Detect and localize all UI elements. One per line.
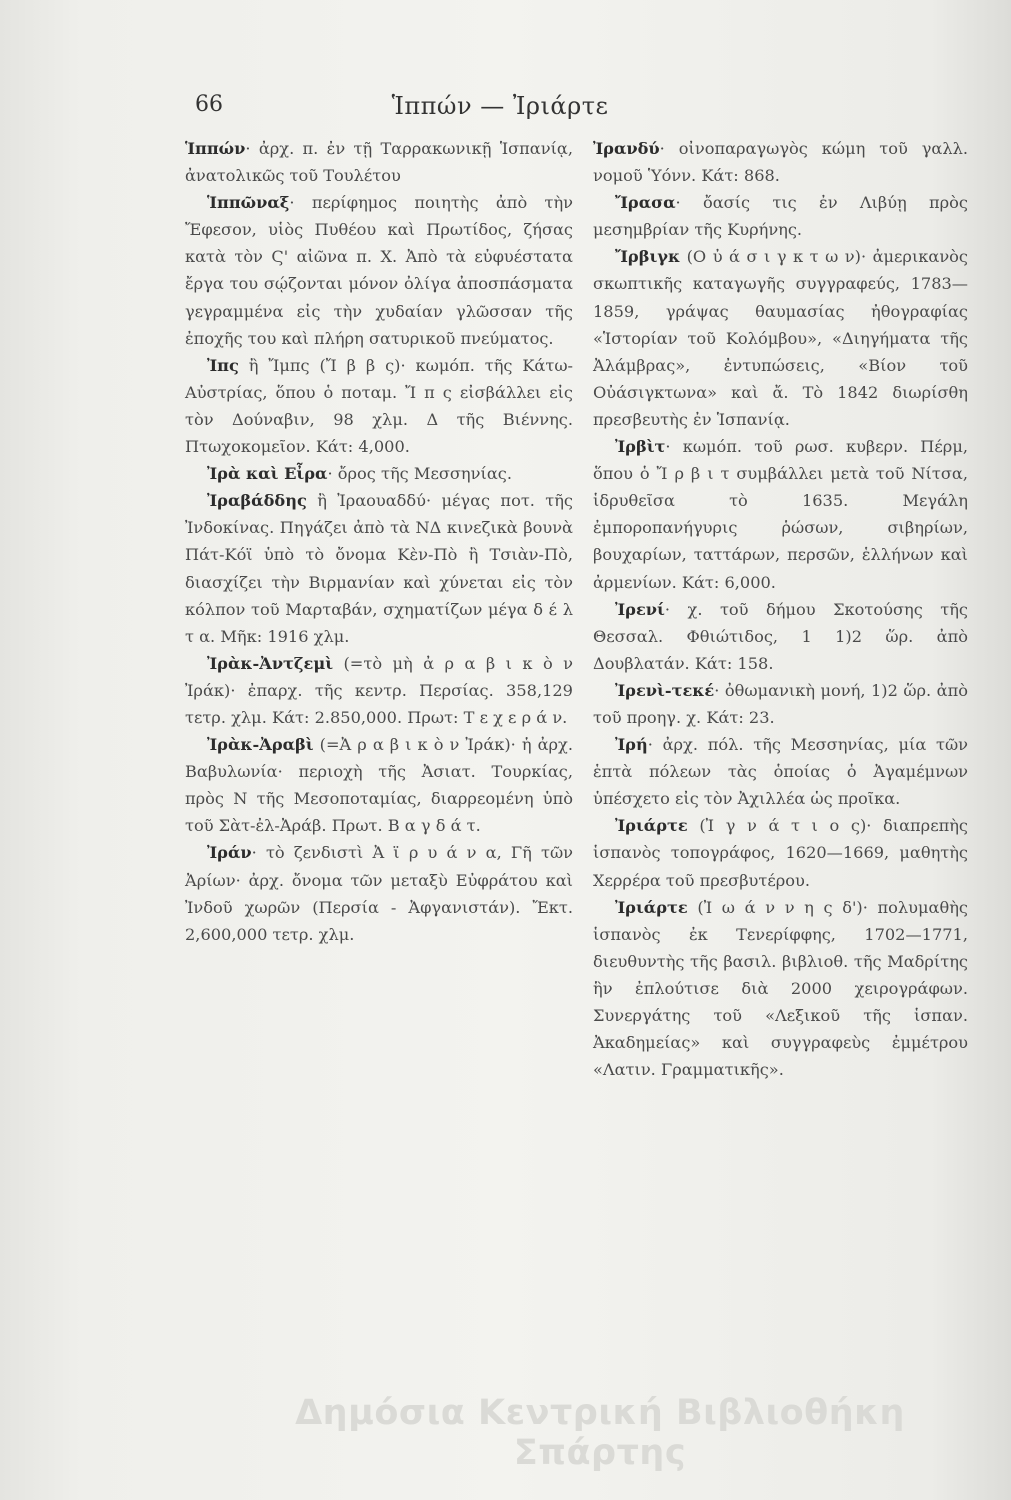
entry-headword: Ἰρβὶτ <box>615 437 666 457</box>
dictionary-entry <box>593 894 968 1084</box>
right-column <box>593 135 968 1083</box>
library-watermark: Δημόσια Κεντρική Βιβλιοθήκη Σπάρτης <box>295 1393 905 1473</box>
page-number: 66 <box>195 92 223 117</box>
dictionary-entry <box>185 839 573 947</box>
entry-text: · ἀρχ. π. ἐν τῇ Ταρρακωνικῇ Ἱσπανίᾳ, ἀνατολικῶς τοῦ Τουλέτου <box>185 139 573 186</box>
dictionary-entry <box>185 731 573 839</box>
dictionary-entry <box>185 487 573 650</box>
entry-headword: Ἱππών <box>185 139 246 158</box>
entry-headword: Ἰριάρτε <box>615 897 688 917</box>
running-head <box>195 92 805 122</box>
dictionary-entry <box>593 731 968 812</box>
dictionary-entry <box>185 352 573 460</box>
entry-text: · οἰνοπαραγωγὸς κώμη τοῦ γαλλ. νομοῦ Ὑόνν. Κάτ: 868. <box>593 139 968 186</box>
entry-text: · τὸ ζενδιστὶ Ἀ ϊ ρ υ ά ν α, Γῆ τῶν Ἀρίων· ἀρχ. ὄνομα τῶν μεταξὺ Εὐφράτου καὶ Ἰνδοῦ χωρῶν (Περσία - Ἀφγανιστάν). Ἔκτ. 2,600,000 τετρ. χλμ. <box>185 843 573 944</box>
entry-headword: Ἴρβιγκ <box>615 247 681 267</box>
entry-headword: Ἰράν <box>207 843 252 863</box>
entry-text: · κωμόπ. τοῦ ρωσ. κυβερν. Πέρμ, ὅπου ὁ Ἴ ρ β ι τ συμβάλλει μετὰ τοῦ Νίτσα, ἱδρυθεῖσα τὸ 1635. Μεγάλη ἐμποροπανήγυρις ῥώσων, σιβηρίων, βουχαρίων, ταττάρων, περσῶν, ἑλλήνων καὶ ἀρμενίων. Κάτ: 6,000. <box>593 437 968 592</box>
entry-headword: Ἰρενί <box>615 599 665 619</box>
entry-text: · περίφημος ποιητὴς ἀπὸ τὴν Ἔφεσον, υἱὸς Πυθέου καὶ Πρωτίδος, ζήσας κατὰ τὸν Ϛ' αἰῶνα π. Χ. Ἀπὸ τὰ εὐφυέστατα ἔργα του σῴζονται μόνον ὀλίγα ἀποσπάσματα γεγραμμένα εἰς τὴν χυδαίαν γλῶσσαν τῆς ἐποχῆς του καὶ πλήρη σατυρικοῦ πνεύματος. <box>185 193 573 348</box>
dictionary-entry <box>593 243 968 433</box>
dictionary-entry <box>593 677 968 731</box>
entry-text: · ἀρχ. πόλ. τῆς Μεσσηνίας, μία τῶν ἑπτὰ πόλεων τὰς ὁποίας ὁ Ἀγαμέμνων ὑπέσχετο εἰς τὸν Ἀχιλλέα ὡς προῖκα. <box>593 735 968 809</box>
entry-headword: Ἱππῶναξ <box>207 193 290 213</box>
entry-text: ἢ Ἰραουαδδύ· μέγας ποτ. τῆς Ἰνδοκίνας. Πηγάζει ἀπὸ τὰ ΝΔ κινεζικὰ βουνὰ Πάτ-Κόϊ ὑπὸ τὸ ὄνομα Κὲν-Πὸ ἢ Τσιὰν-Πὸ, διασχίζει τὴν Βιρμανίαν καὶ χύνεται εἰς τὸν κόλπον τοῦ Μαρταβάν, σχηματίζων μέγα δ έ λ τ α. Μῆκ: 1916 χλμ. <box>185 491 573 646</box>
dictionary-entry <box>185 189 573 352</box>
entry-headword: Ἰρὰκ-Ἀραβὶ <box>207 735 314 755</box>
entry-text: · ὄρος τῆς Μεσσηνίας. <box>327 464 512 484</box>
dictionary-entry <box>593 812 968 893</box>
dictionary-entry <box>185 650 573 731</box>
entry-text: (=Ἀ ρ α β ι κ ὸ ν Ἰράκ)· ἡ ἀρχ. Βαβυλωνία· περιοχὴ τῆς Ἀσιατ. Τουρκίας, πρὸς Ν τῆς Μεσοποταμίας, διαρρεομένη ὑπὸ τοῦ Σὰτ-ἐλ-Ἀράβ. Πρωτ. Β α γ δ ά τ. <box>185 735 573 836</box>
entry-headword: Ἰρὰ καὶ Εἶρα <box>207 464 328 484</box>
entry-text: (Ο ὐ ά σ ι γ κ τ ω ν)· ἀμερικανὸς σκωπτικῆς καταγωγῆς συγγραφεύς, 1783—1859, γράψας θαυμασίας ἠθογραφίας «Ἱστορίαν τοῦ Κολόμβου», «Διηγήματα τῆς Ἀλάμβρας», ἐντυπώσεις, «Βίον τοῦ Οὐάσιγκτωνα» καὶ ἄ. Τὸ 1842 διωρίσθη πρεσβευτὴς ἐν Ἱσπανίᾳ. <box>593 247 968 429</box>
entry-headword: Ἰριάρτε <box>615 816 688 836</box>
entry-headword: Ἰρὰκ-Ἀντζεμὶ <box>207 653 334 673</box>
entry-headword: Ἴρασα <box>615 193 676 213</box>
dictionary-entry <box>593 189 968 243</box>
running-title: Ἱππών — Ἰριάρτε <box>391 92 609 120</box>
dictionary-entry <box>185 460 573 487</box>
entry-headword: Ἰρενὶ-τεκέ <box>615 680 715 700</box>
dictionary-entry <box>593 596 968 677</box>
entry-headword: Ἰρή <box>615 735 648 755</box>
entry-headword: Ἰραβάδδης <box>207 491 307 511</box>
dictionary-entry <box>593 135 968 189</box>
entry-text: ἢ Ἴμπς (Ἴ β β ς)· κωμόπ. τῆς Κάτω-Αὐστρίας, ὅπου ὁ ποταμ. Ἴ π ς εἰσβάλλει εἰς τὸν Δούναβιν, 98 χλμ. Δ τῆς Βιέννης. Πτωχοκομεῖον. Κάτ: 4,000. <box>185 355 573 457</box>
entry-text: · ὄασίς τις ἐν Λιβύῃ πρὸς μεσημβρίαν τῆς Κυρήνης. <box>593 193 968 240</box>
left-column <box>185 135 573 948</box>
entry-text: (Ἰ ω ά ν ν η ς δ')· πολυμαθὴς ἱσπανὸς ἐκ Τενερίφφης, 1702—1771, διευθυντὴς τῆς βασιλ. βιβλιοθ. τῆς Μαδρίτης ἣν ἐπλούτισε διὰ 2000 χειρογράφων. Συνεργάτης τοῦ «Λεξικοῦ τῆς ἱσπαν. Ἀκαδημείας» καὶ συγγραφεὺς ἐμμέτρου «Λατιν. Γραμματικῆς». <box>593 897 968 1080</box>
entry-text: (Ἰ γ ν ά τ ι ο ς)· διαπρεπὴς ἱσπανὸς τοπογράφος, 1620—1669, μαθητὴς Χερρέρα τοῦ πρεσβυτέρου. <box>593 816 968 890</box>
entry-text: · ὀθωμανικὴ μονή, 1)2 ὥρ. ἀπὸ τοῦ προηγ. χ. Κάτ: 23. <box>593 680 968 727</box>
entry-headword: Ἰρανδύ <box>593 139 660 158</box>
dictionary-entry <box>185 135 573 189</box>
dictionary-entry <box>593 433 968 596</box>
entry-text: · χ. τοῦ δήμου Σκοτούσης τῆς Θεσσαλ. Φθιώτιδος, 1 1)2 ὥρ. ἀπὸ Δουβλατάν. Κάτ: 158. <box>593 599 968 673</box>
entry-headword: Ἰπς <box>207 355 239 375</box>
entry-text: (=τὸ μὴ ἀ ρ α β ι κ ὸ ν Ἰράκ)· ἐπαρχ. τῆς κεντρ. Περσίας. 358,129 τετρ. χλμ. Κάτ: 2.850,000. Πρωτ: Τ ε χ ε ρ ά ν. <box>185 653 573 727</box>
